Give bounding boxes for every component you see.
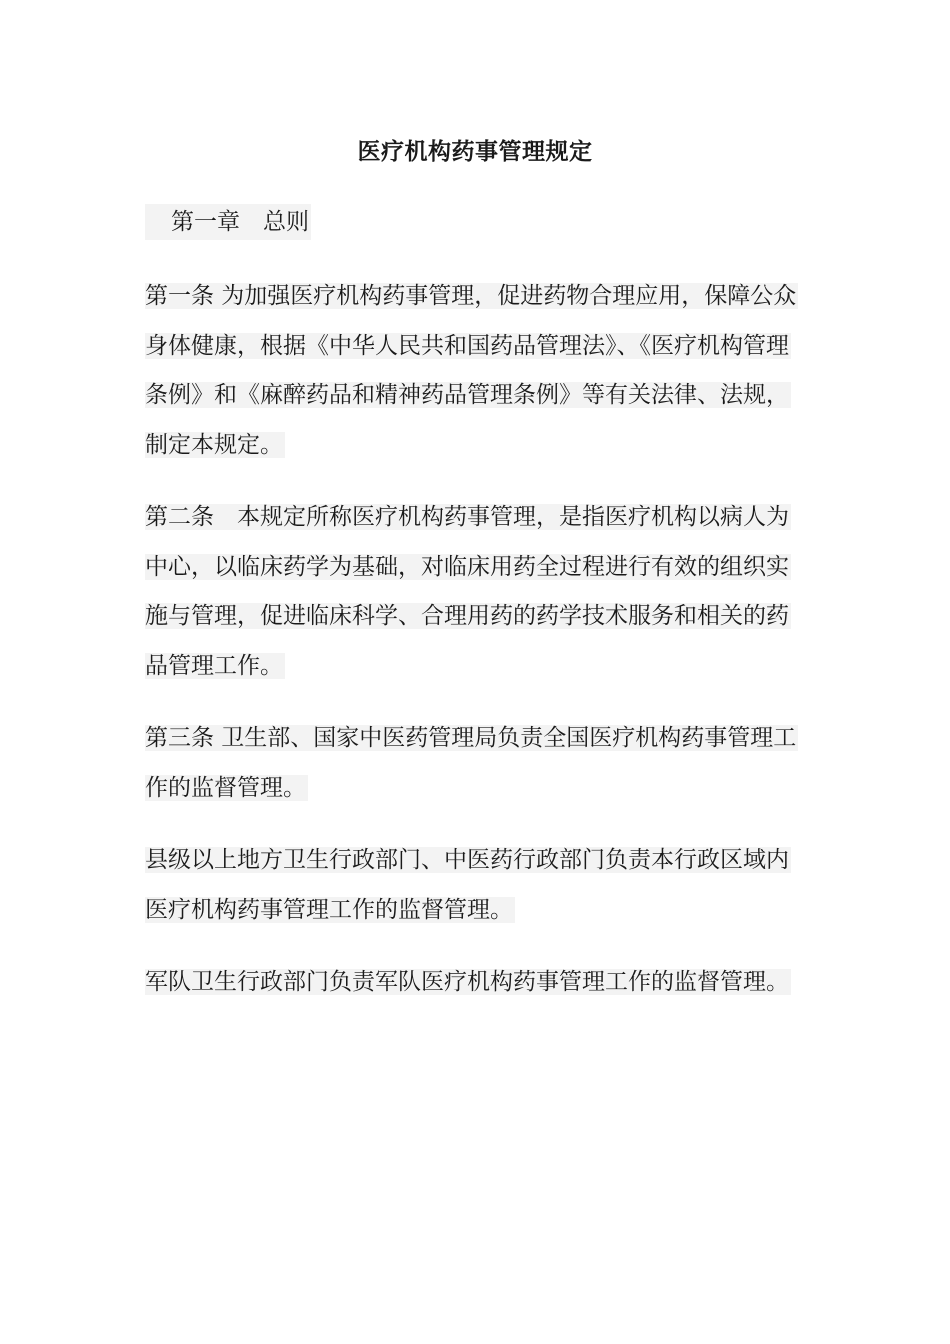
paragraph-text: 第二条 本规定所称医疗机构药事管理，是指医疗机构以病人为中心，以临床药学为基础，对临床用药全过程进行有效的组织实施与管理，促进临床科学、合理用药的药学技术服务和相关的药品管理工作。 [145, 504, 789, 679]
paragraph-text: 军队卫生行政部门负责军队医疗机构药事管理工作的监督管理。 [145, 969, 789, 995]
paragraph-text: 第一条 为加强医疗机构药事管理，促进药物合理应用，保障公众身体健康，根据《中华人民共和国药品管理法》、《医疗机构管理条例》和《麻醉药品和精神药品管理条例》等有关法律、法规，制定本规定。 [145, 283, 797, 458]
document-title: 医疗机构药事管理规定 [357, 138, 593, 165]
chapter-heading: 第一章 总则 [145, 204, 311, 240]
paragraph-article-2 [145, 493, 805, 691]
paragraph-text: 第三条 卫生部、国家中医药管理局负责全国医疗机构药事管理工作的监督管理。 [145, 725, 797, 801]
paragraph-article-1 [145, 272, 805, 470]
paragraph-article-3 [145, 714, 805, 813]
paragraph-military-authority [145, 958, 805, 1008]
paragraph-local-authority [145, 836, 805, 935]
paragraph-text: 县级以上地方卫生行政部门、中医药行政部门负责本行政区域内医疗机构药事管理工作的监督管理。 [145, 847, 789, 923]
